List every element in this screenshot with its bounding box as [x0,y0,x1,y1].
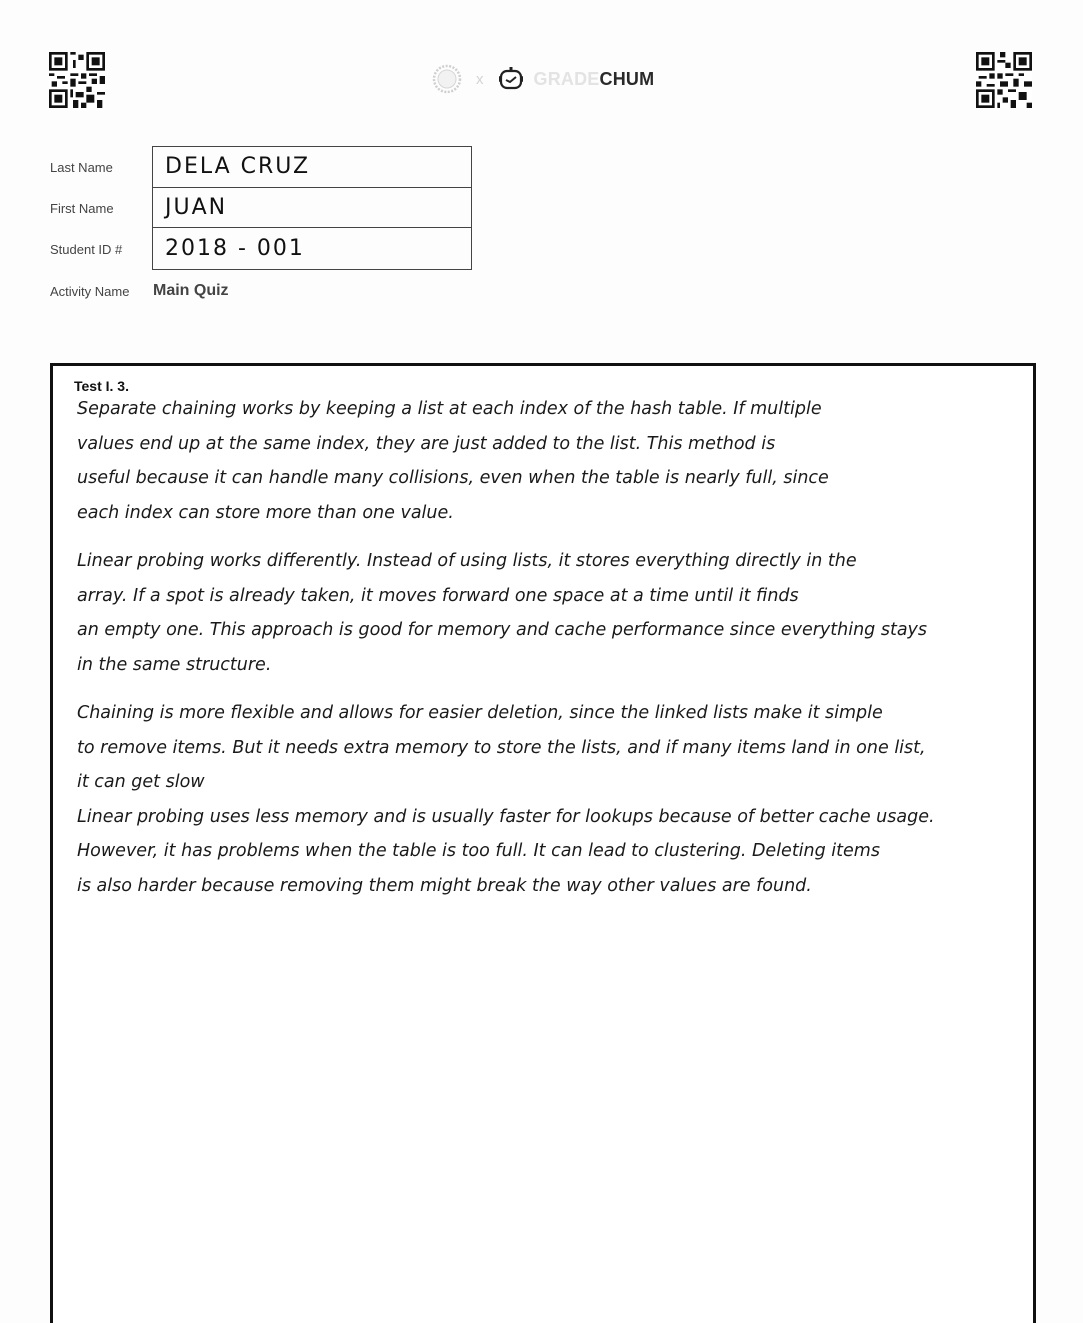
brand-name-light: GRADE [533,68,600,89]
student-id-field[interactable]: 2018 - 001 [165,236,305,262]
answer-line: to remove items. But it needs extra memory to store the lists, and if many items land in one list, [77,737,926,758]
answer-line: useful because it can handle many collisions, even when the table is nearly full, since [77,468,829,488]
answer-line: However, it has problems when the table is too full. It can lead to clustering. Deleting items [77,841,880,861]
logo-separator: x [476,70,484,88]
student-info-fields [152,146,472,270]
answer-line: Linear probing uses less memory and is usually faster for lookups because of better cache usage. [77,806,935,827]
answer-line: in the same structure. [77,654,272,675]
question-label: Test I. 3. [74,378,129,394]
qr-code-icon [49,52,105,108]
answer-paragraph [77,544,1017,682]
qr-code-icon [976,52,1032,108]
last-name-label: Last Name [50,160,113,175]
answer-line: array. If a spot is already taken, it moves forward one space at a time until it finds [77,585,799,606]
first-name-field[interactable]: JUAN [153,188,471,229]
brand-name-dark: CHUM [599,68,655,89]
answer-line: an empty one. This approach is good for memory and cache performance since everything stays [77,620,928,640]
header-logo [432,62,654,96]
answer-line: Linear probing works differently. Instead of using lists, it stores everything directly in the [77,551,857,571]
answer-line: values end up at the same index, they are just added to the list. This method is [77,433,776,454]
school-seal-icon [432,64,462,94]
answer-line: each index can store more than one value. [77,502,454,523]
robot-icon [498,67,524,91]
activity-name-value: Main Quiz [153,282,229,299]
answer-paragraph [77,696,1017,903]
answer-paragraph [77,392,1017,530]
handwritten-answer [77,392,1017,903]
student-id-label: Student ID # [50,242,123,257]
brand-name [534,69,655,90]
activity-name-label: Activity Name [50,284,130,299]
answer-line: it can get slow [77,772,205,792]
answer-box [50,363,1036,1323]
answer-line: Chaining is more flexible and allows for easier deletion, since the linked lists make it simple [77,703,883,723]
answer-line: Separate chaining works by keeping a list at each index of the hash table. If multiple [77,399,822,419]
answer-line: is also harder because removing them might break the way other values are found. [77,875,812,896]
first-name-label: First Name [50,201,114,216]
last-name-field[interactable]: DELA CRUZ [153,147,471,188]
